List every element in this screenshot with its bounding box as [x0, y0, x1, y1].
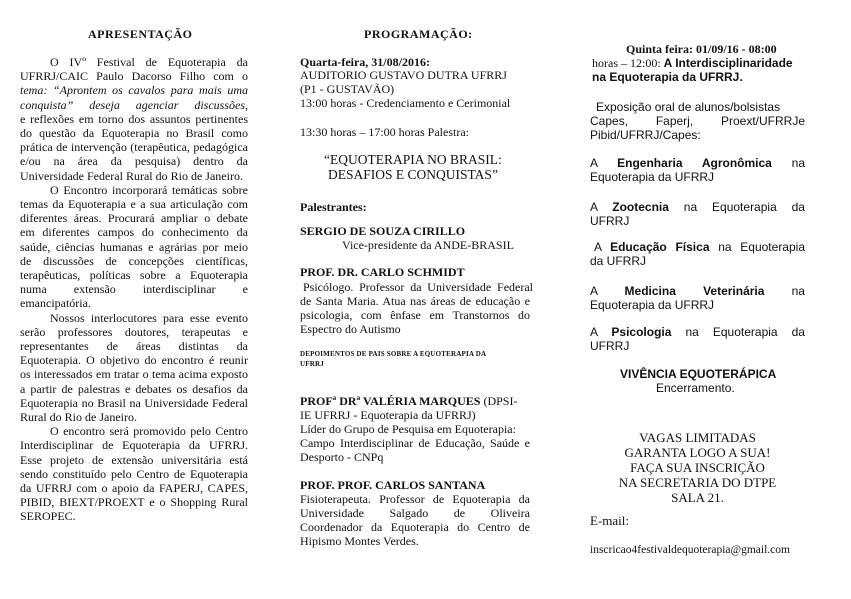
registration-line: GARANTA LOGO A SUA! [624, 445, 771, 460]
speaker-3-name-line [300, 394, 517, 408]
presentation-line: do questão da Equoterapia no Brasil como [20, 126, 248, 140]
presentation-line: O IVº Festival de Equoterapia da [50, 55, 248, 69]
schedule-time-1: 13:00 horas - Credenciamento e Cerimonial [300, 96, 511, 110]
registration-line: VAGAS LIMITADAS [639, 430, 756, 445]
talk-title-2: DESAFIOS E CONQUISTAS” [328, 167, 498, 182]
presentation-line [20, 83, 248, 97]
presentation-heading: APRESENTAÇÃO [88, 27, 193, 41]
theme-text: tema: “Aprontem os cavalos para mais uma [20, 83, 248, 98]
day2-topic-a: A Interdisciplinaridade [663, 56, 793, 70]
day2-topic-b: na Equoterapia da UFRRJ. [592, 70, 743, 84]
presentation-line: Esse projeto de extensão universitária está [20, 452, 248, 467]
exposition-line: Capes, Faperj, Proext/UFRRJe [590, 114, 805, 128]
talk-title-1: “EQUOTERAPIA NO BRASIL: [324, 152, 502, 167]
presentation-line: serão professores doutores, terapeutas e [20, 324, 248, 339]
presentation-line: terapêuticas, políticas sobre a Equoterapia [20, 268, 248, 282]
area-item-line2: da UFRRJ [590, 254, 647, 268]
speaker-1-role: Vice-presidente da ANDE-BRASIL [342, 238, 514, 252]
area-item-suffix: na Equoterapia da [668, 200, 805, 214]
area-item [590, 156, 805, 170]
speaker-2-bio-line: Espectro do Autismo [300, 322, 401, 336]
area-item-name: Educação Física [610, 240, 710, 254]
presentation-line: numa extensão interdisciplinar e [20, 282, 248, 297]
presentation-line: a partir de palestras e debates os desafios da [20, 381, 248, 396]
area-item-prefix: A [590, 325, 612, 339]
venue-line-1: AUDITORIO GUSTAVO DUTRA UFRRJ [300, 68, 507, 82]
area-item-line2: Equoterapia da UFRRJ [590, 298, 715, 312]
presentation-line [20, 98, 248, 112]
email-label: E-mail: [590, 513, 629, 528]
theme-text: conquista” deseja agenciar discussões, [20, 97, 248, 112]
speaker-2-bio-line: psicologia, com ênfase em Transtornos do [300, 308, 530, 322]
area-item [590, 200, 805, 214]
presentation-line: de discussões de concepções científicas, [20, 253, 248, 268]
presentation-line: O encontro será promovido pelo Centro [50, 424, 248, 439]
area-item-prefix: A [590, 200, 613, 214]
closing-text: Encerramento. [656, 381, 735, 395]
area-item-line2: UFRRJ [590, 214, 630, 228]
email-address[interactable]: inscricao4festivaldequoterapia@gmail.com [590, 544, 790, 556]
area-item [594, 240, 805, 254]
presentation-line: saúde, ciências humanas e agrárias por meio [20, 239, 248, 254]
speaker-3-dept: (DPSI- [480, 394, 518, 408]
presentation-line: O Encontro incorporará temáticas sobre [50, 182, 248, 197]
speaker-3-bio-line: Líder do Grupo de Pesquisa em Equoterapia: [300, 422, 516, 436]
day2-time-line [592, 56, 793, 70]
area-item-suffix: na Equoterapia [709, 240, 805, 254]
speaker-3-name: PROFª DRª VALÉRIA MARQUES [300, 394, 481, 408]
schedule-time-2: 13:30 horas – 17:00 horas Palestra: [300, 125, 469, 139]
presentation-line: SEROPEC. [20, 509, 76, 524]
registration-line: SALA 21. [671, 490, 724, 505]
vivencia-title: VIVÊNCIA EQUOTERÁPICA [620, 367, 777, 381]
area-item-suffix: na Equoterapia da [671, 325, 805, 339]
presentation-line: UFRRJ/CAIC Paulo Dacorso Filho com o [20, 69, 248, 84]
area-item-prefix: A [594, 240, 611, 254]
area-item-name: Medicina Veterinária [624, 284, 765, 298]
presentation-line: Equoterapia no Brasil na Universidade Federal [20, 395, 248, 410]
area-item-line2: UFRRJ [590, 339, 630, 353]
speakers-label: Palestrantes: [300, 200, 367, 214]
presentation-line: representantes de áreas distintas da [20, 339, 248, 353]
presentation-line: da UFRRJ com o apoio da FAPERJ, CAPES, [20, 481, 248, 495]
area-item-suffix: na [764, 284, 805, 298]
day1-title: Quarta-feira, 31/08/2016: [300, 55, 430, 69]
testimonials-line-2: UFRRJ [300, 360, 324, 368]
presentation-line: Nossos interlocutores para esse evento [50, 310, 248, 325]
presentation-line: prática de intervenção (terapêutica, pedagógica [20, 140, 248, 155]
area-item [590, 284, 805, 298]
presentation-line: PIBID, BIEXT/PROEXT e o Shopping Rural [20, 495, 248, 510]
presentation-line: Rural do Rio de Janeiro. [20, 410, 137, 424]
presentation-line: Equoterapia. O objetivo do encontro é reunir [20, 353, 248, 368]
speaker-2-bio-line: de Santa Maria. Atua nas áreas de educação e [300, 294, 530, 308]
presentation-line: os interessados em tratar o tema acima exposto [20, 367, 248, 382]
presentation-line: e reflexões em torno dos assuntos pertinentes [20, 111, 248, 126]
area-item-prefix: A [590, 284, 625, 298]
speaker-2-name: PROF. DR. CARLO SCHMIDT [300, 265, 465, 279]
presentation-line: sendo constituído pelo Centro de Equoterapia [20, 466, 248, 481]
speaker-3-bio-line: Desporto - CNPq [300, 450, 384, 464]
area-item [590, 325, 805, 339]
speaker-4-bio-line: Universidade Salgado de Oliveira [300, 506, 530, 520]
venue-line-2: (P1 - GUSTAVÃO) [300, 82, 395, 96]
presentation-line: em diferentes campos do conhecimento da [20, 225, 248, 240]
speaker-4-bio-line: Fisioterapeuta. Professor de Equoterapia da [300, 492, 530, 506]
exposition-line: Exposição oral de alunos/bolsistas [596, 100, 781, 114]
testimonials-line-1: DEPOIMENTOS DE PAIS SOBRE A EQUOTERAPIA DA [300, 350, 487, 358]
area-item-name: Engenharia Agronômica [617, 156, 772, 170]
speaker-4-bio-line: Coordenador da Equoterapia do Centro de [300, 520, 530, 534]
presentation-line: Universidade Federal Rural do Rio de Janeiro. [20, 168, 243, 183]
presentation-line: temas da Equoterapia e a sua articulação com [20, 197, 248, 211]
area-item-name: Psicologia [611, 325, 672, 339]
presentation-line: e/ou na área da pesquisa) dentro da [20, 154, 248, 169]
area-item-name: Zootecnia [612, 200, 669, 214]
area-item-prefix: A [590, 156, 618, 170]
area-item-suffix: na [771, 156, 805, 170]
speaker-4-name: PROF. PROF. CARLOS SANTANA [300, 478, 486, 492]
registration-line: FAÇA SUA INSCRIÇÃO [630, 460, 765, 475]
speaker-3-bio-line: IE UFRRJ - Equoterapia da UFRRJ) [300, 408, 476, 422]
exposition-line: Pibid/UFRRJ/Capes: [590, 128, 701, 142]
day2-title: Quinta feira: 01/09/16 - 08:00 [626, 42, 777, 56]
speaker-4-bio-line: Hipismo Montes Verdes. [300, 534, 419, 548]
program-heading: PROGRAMAÇÃO: [364, 27, 473, 41]
presentation-line: Interdisciplinar de Equoterapia da UFRRJ. [20, 438, 248, 453]
presentation-line: diferentes áreas. Procurará ampliar o debate [20, 211, 248, 226]
area-item-line2: Equoterapia da UFRRJ [590, 170, 715, 184]
speaker-3-bio-line: Campo Interdisciplinar de Educação, Saúde e [300, 436, 530, 450]
presentation-line: emancipatória. [20, 296, 91, 311]
speaker-2-bio-line: Psicólogo. Professor da Universidade Federal [303, 280, 533, 294]
registration-line: NA SECRETARIA DO DTPE [618, 475, 777, 490]
speaker-1-name: SERGIO DE SOUZA CIRILLO [300, 224, 466, 238]
day2-time: horas – 12:00: [592, 56, 661, 70]
